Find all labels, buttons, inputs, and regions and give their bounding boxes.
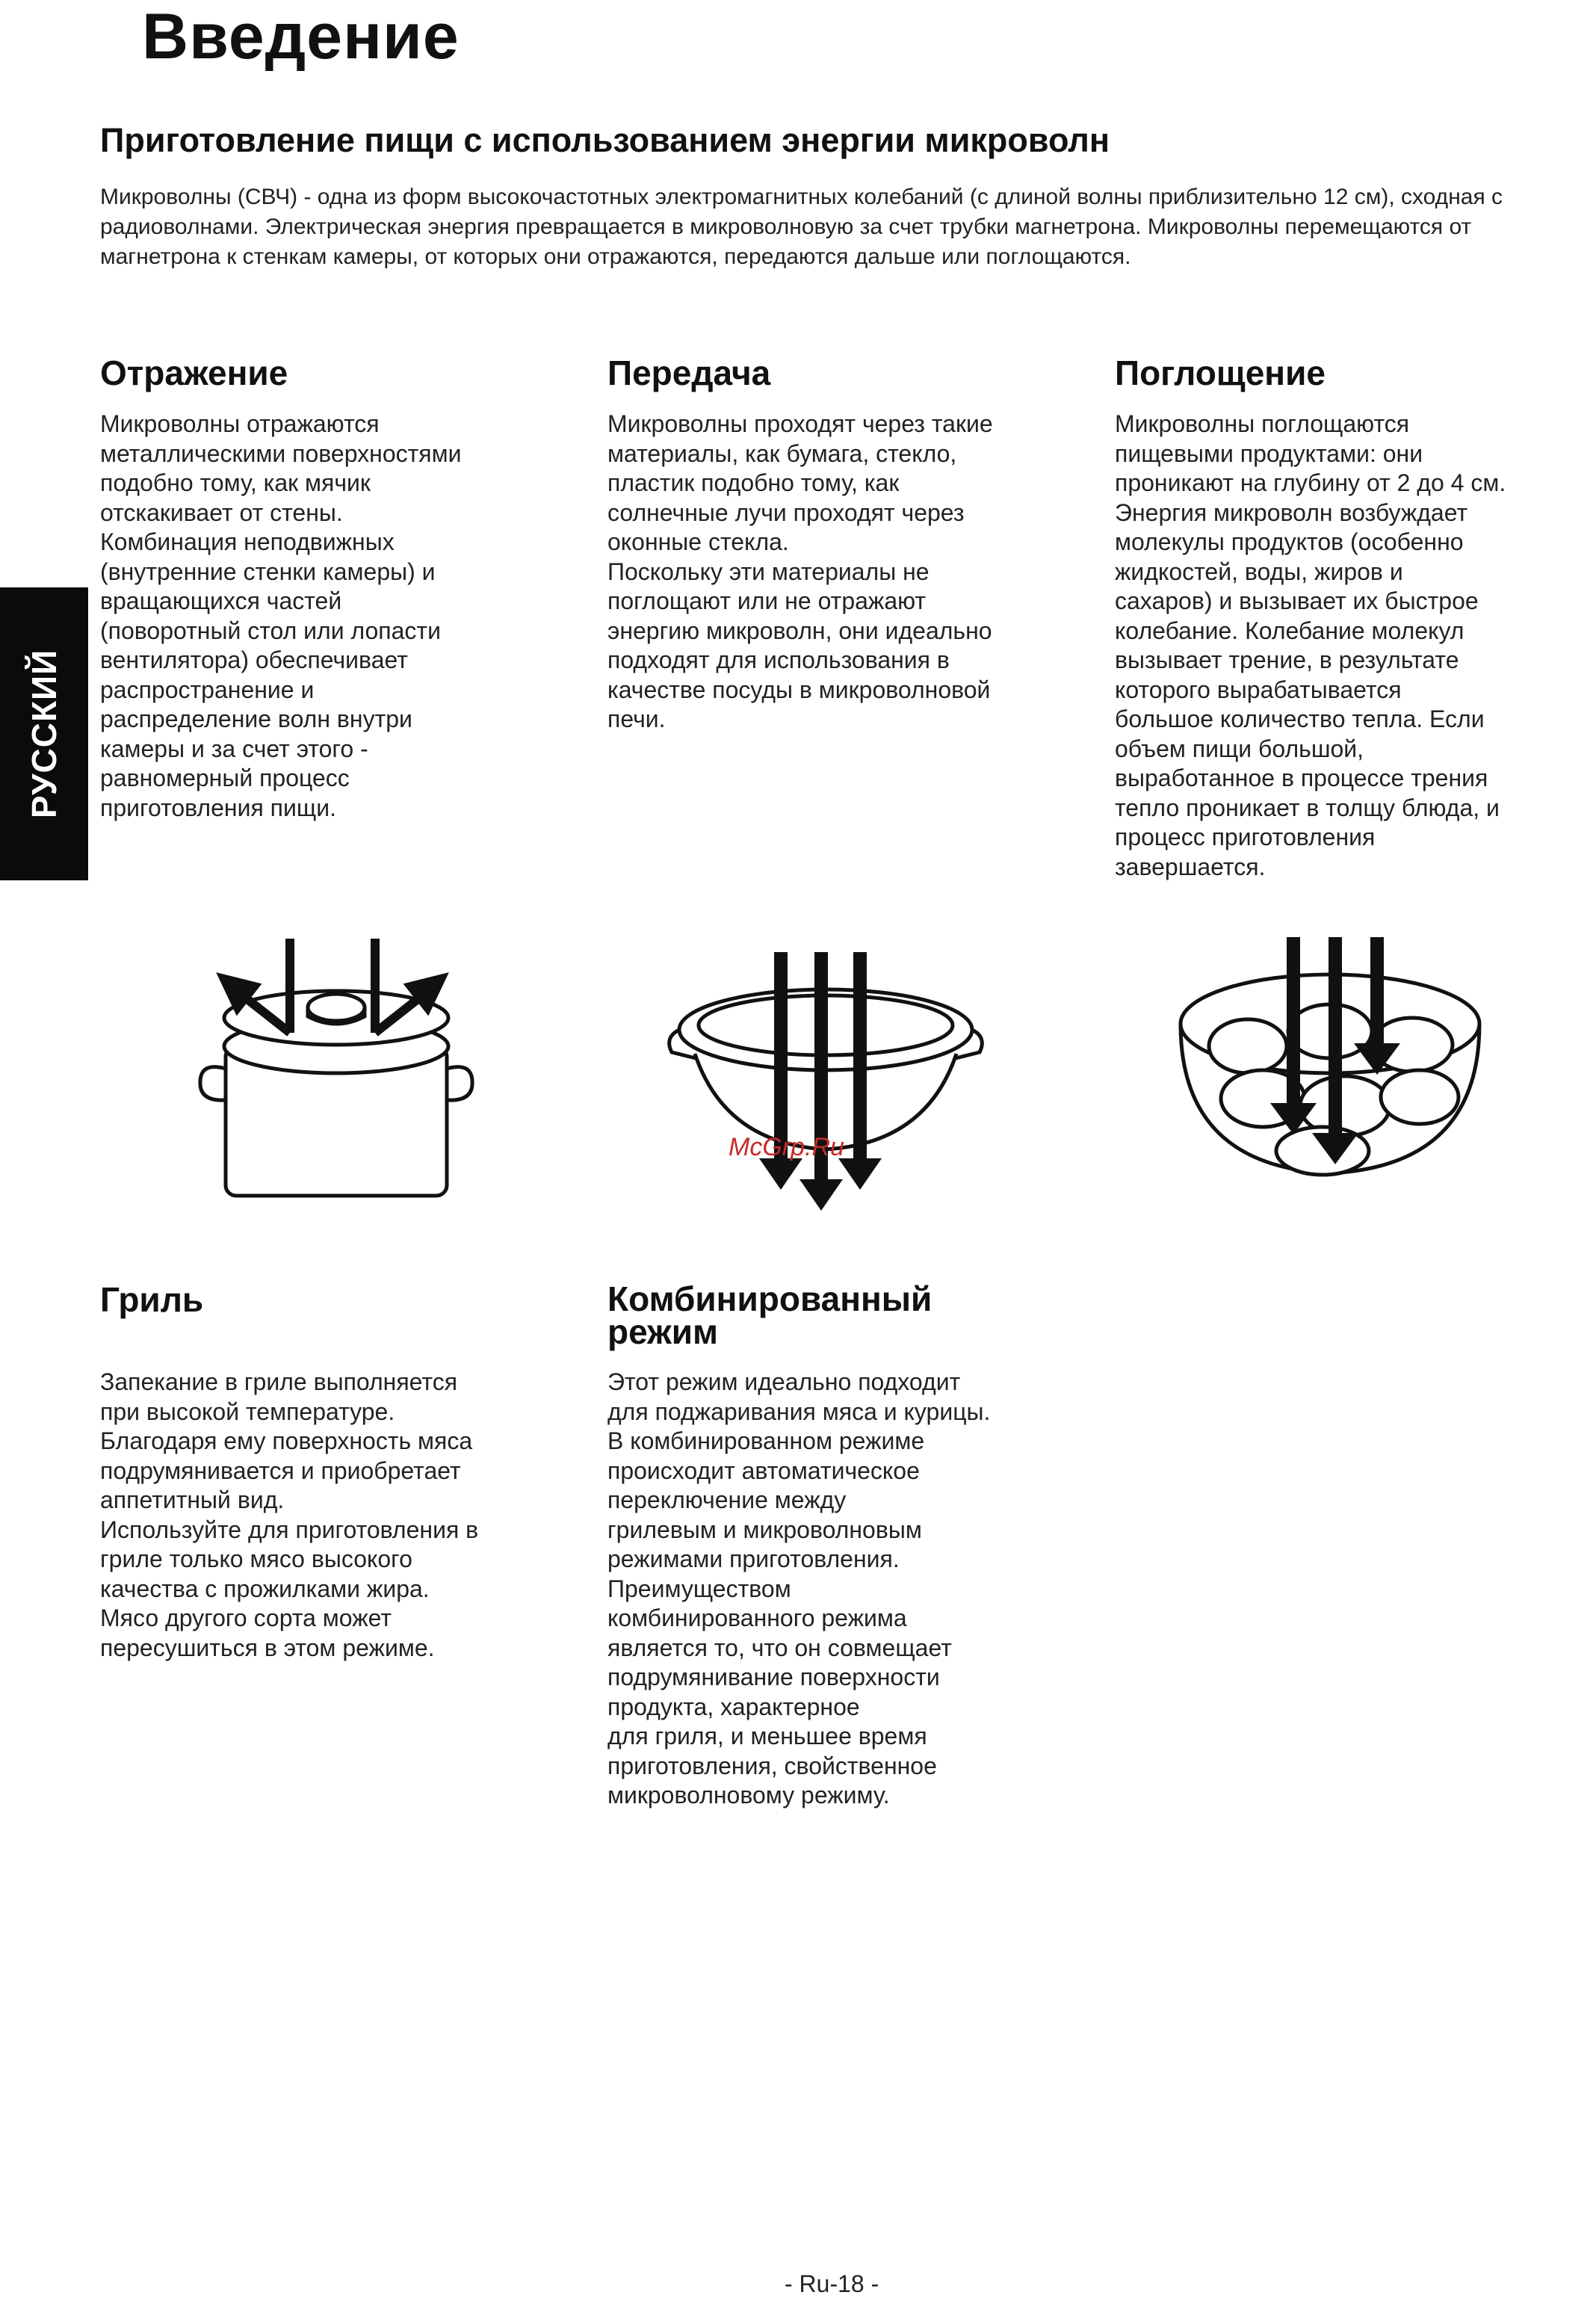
- language-side-tab-label: РУССКИЙ: [25, 649, 64, 819]
- pot-reflection-icon: [179, 934, 493, 1218]
- grill-text: Запекание в гриле выполняется при высокой температуре. Благодаря ему поверхность мяса подрумянивается и приобретает аппетитный вид. Используйте для приготовления в гриле только мясо высокого качества с прожилками жира. Мясо другого сорта может пересушиться в этом режиме.: [100, 1368, 479, 1661]
- reflection-title: Отражение: [100, 353, 288, 392]
- reflection-text: Микроволны отражаются металлическими поверхностями подобно тому, как мячик отскакивает от стены. Комбинация неподвижных (внутренние стенки камеры) и вращающихся частей (поворотный стол или лопасти вентилятора) обеспечивает распространение и распределение волн внутри камеры и за счет этого - равномерный процесс приготовления пищи.: [100, 410, 462, 821]
- intro-paragraph: Микроволны (СВЧ) - одна из форм высокочастотных электромагнитных колебаний (с длиной волны приблизительно 12 см), сходная с радиоволнами. Электрическая энергия превращается в микроволновую за счет трубки магнетрона. Микроволны перемещаются от магнетрона к стенкам камеры, от которых они отражаются, передаются дальше или поглощаются.: [100, 185, 1503, 269]
- transmission-title: Передача: [607, 353, 771, 392]
- page-title: Введение: [142, 1, 460, 72]
- glass-dish-transmission-icon: [665, 942, 986, 1218]
- absorption-title: Поглощение: [1115, 353, 1326, 392]
- food-bowl-absorption-icon: [1173, 934, 1487, 1211]
- section-heading: Приготовление пищи с использованием энергии микроволн: [100, 121, 1110, 159]
- absorption-text: Микроволны поглощаются пищевыми продуктами: они проникают на глубину от 2 до 4 см. Энергия микроволн возбуждает молекулы продуктов (особенно жидкостей, воды, жиров и сахаров) и вызывает их быстрое колебание. Колебание молекул вызывает трение, в результате которого вырабатывается большое количество тепла. Если объем пищи большой, выработанное в процессе трения тепло проникает в толщу блюда, и процесс приготовления завершается.: [1115, 410, 1506, 880]
- transmission-text: Микроволны проходят через такие материалы, как бумага, стекло, пластик подобно тому, как солнечные лучи проходят через оконные стекла. Поскольку эти материалы не поглощают или не отражают энергию микроволн, они идеально подходят для использования в качестве посуды в микроволновой печи.: [607, 410, 993, 732]
- watermark: McGrp.Ru: [729, 1133, 844, 1161]
- grill-title: Гриль: [100, 1280, 204, 1319]
- page-number: - Ru-18 -: [785, 2270, 879, 2297]
- combined-mode-title: Комбинированный режим: [607, 1279, 932, 1351]
- combined-mode-text: Этот режим идеально подходит для поджаривания мяса и курицы. В комбинированном режиме происходит автоматическое переключение между грилевым и микроволновым режимами приготовления. Преимуществом комбинированного режима является то, что он совмещает подрумянивание поверхности продукта, характерное для гриля, и меньшее время приготовления, свойственное микроволновому режиму.: [607, 1368, 991, 1809]
- language-side-tab: [0, 587, 88, 880]
